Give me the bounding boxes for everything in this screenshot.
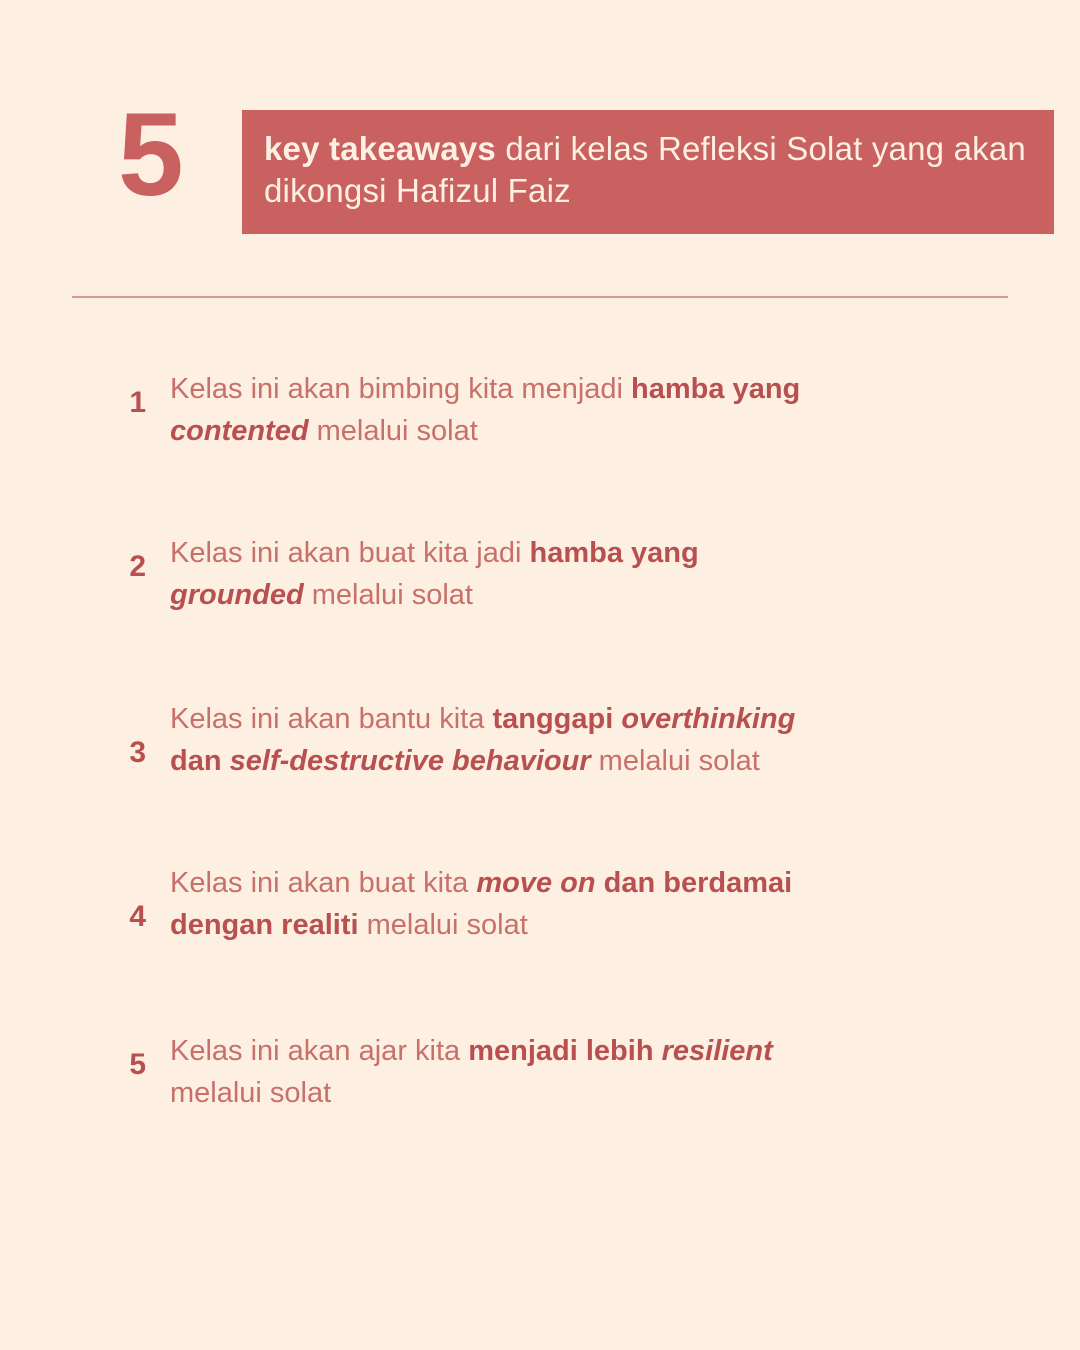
- emphasis-text: grounded: [170, 579, 304, 612]
- strong-text: tanggapi: [492, 703, 622, 736]
- emphasis-text: overthinking: [621, 703, 796, 736]
- headline-number: 5: [118, 89, 182, 221]
- title-band: [242, 110, 1054, 234]
- plain-text: melalui solat: [303, 579, 473, 612]
- list-item-number: 1: [129, 386, 146, 419]
- list-item-text: [170, 698, 830, 782]
- list-item: [0, 532, 1080, 616]
- takeaway-list: [0, 360, 1080, 1156]
- plain-text: Kelas ini akan bantu kita: [170, 703, 493, 736]
- strong-text: menjadi lebih: [468, 1035, 662, 1068]
- strong-emphasis-text: [621, 703, 795, 735]
- list-item-number: 4: [129, 900, 146, 934]
- list-item-text: [170, 368, 830, 452]
- list-item-text: [170, 862, 830, 946]
- emphasis-text: resilient: [661, 1035, 773, 1068]
- list-item: [0, 368, 1080, 452]
- list-item-number: 5: [129, 1048, 146, 1082]
- strong-emphasis-text: [476, 867, 595, 899]
- strong-emphasis-text: [170, 415, 309, 447]
- strong-text: dan: [170, 745, 230, 778]
- strong-text: hamba yang: [631, 373, 801, 405]
- plain-text: Kelas ini akan buat kita: [170, 867, 477, 900]
- plain-text: melalui solat: [590, 745, 760, 778]
- emphasis-text: contented: [170, 415, 309, 448]
- page-title: [264, 128, 1032, 212]
- plain-text: melalui solat: [358, 909, 528, 942]
- list-item-text: [170, 532, 830, 616]
- title-rest-part: dari kelas Refleksi Solat yang akan dikongsi Hafizul Faiz: [264, 130, 1026, 210]
- title-bold-part: key takeaways: [264, 130, 496, 167]
- list-item: [0, 862, 1080, 946]
- list-item-number: 3: [129, 736, 146, 770]
- list-item-text: [170, 1030, 830, 1114]
- emphasis-text: move on: [476, 867, 596, 900]
- plain-text: Kelas ini akan bimbing kita menjadi: [170, 373, 632, 405]
- header-divider: [72, 296, 1008, 298]
- strong-text: hamba yang: [529, 537, 699, 570]
- list-item: [0, 1030, 1080, 1114]
- plain-text: melalui solat: [170, 1077, 332, 1110]
- poster-header: [0, 0, 1080, 230]
- strong-emphasis-text: [170, 579, 304, 611]
- list-item-number: 2: [129, 550, 146, 584]
- plain-text: melalui solat: [308, 415, 478, 448]
- list-item: [0, 698, 1080, 782]
- plain-text: Kelas ini akan buat kita jadi: [170, 537, 530, 570]
- strong-emphasis-text: [662, 1035, 773, 1067]
- emphasis-text: self-destructive behaviour: [229, 745, 591, 778]
- strong-emphasis-text: [230, 745, 591, 777]
- strong-text: dan berdamai dengan realiti: [170, 867, 793, 942]
- plain-text: Kelas ini akan ajar kita: [170, 1035, 469, 1068]
